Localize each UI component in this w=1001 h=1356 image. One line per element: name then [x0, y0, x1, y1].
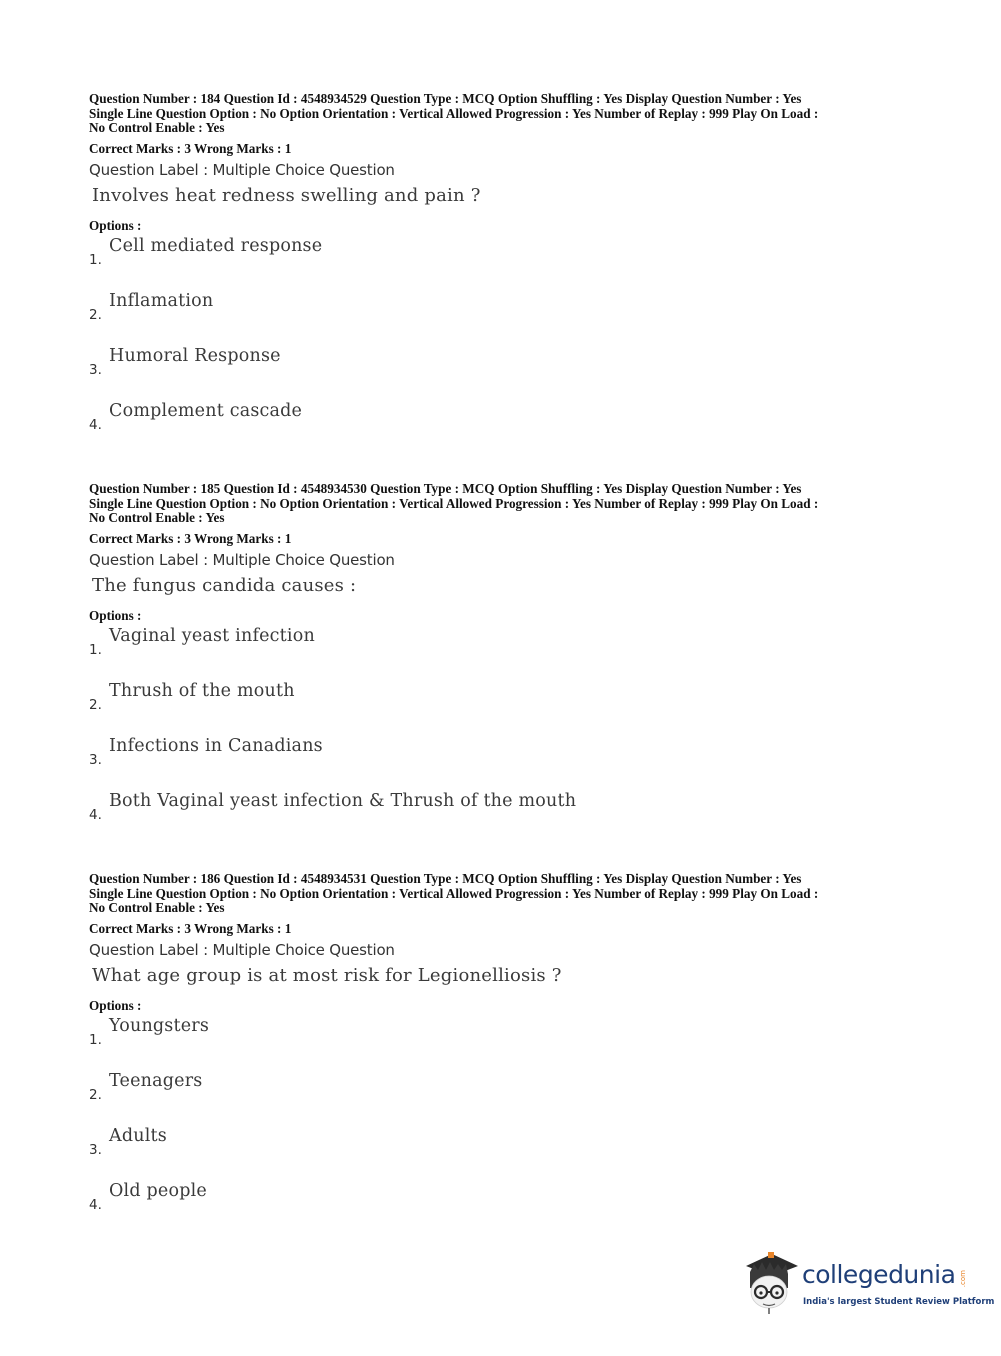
option-text: Both Vaginal yeast infection & Thrush of the mouth	[109, 790, 577, 811]
option-item	[89, 234, 919, 289]
option-number: 1.	[89, 641, 102, 658]
option-number: 1.	[89, 1031, 102, 1048]
option-number: 2.	[89, 696, 102, 713]
question-label: Question Label : Multiple Choice Question	[89, 550, 395, 569]
options-heading: Options :	[89, 607, 142, 623]
option-number: 3.	[89, 361, 102, 378]
option-text: Adults	[109, 1125, 167, 1146]
option-item	[89, 1124, 919, 1179]
option-text: Complement cascade	[109, 400, 303, 421]
question-meta	[89, 92, 919, 136]
question-meta	[89, 872, 919, 916]
question-text: The fungus candida causes :	[92, 574, 357, 596]
meta-line: No Control Enable : Yes	[89, 510, 225, 526]
option-text: Humoral Response	[109, 345, 281, 366]
option-text: Infections in Canadians	[109, 735, 323, 756]
question-text: Involves heat redness swelling and pain ?	[92, 184, 481, 206]
meta-line: Single Line Question Option : No Option Orientation : Vertical Allowed Progression : Yes Number of Replay : 999 Play On Load :	[89, 105, 819, 121]
option-item	[89, 1069, 919, 1124]
options-heading: Options :	[89, 997, 142, 1013]
option-item	[89, 1014, 919, 1069]
marks: Correct Marks : 3 Wrong Marks : 1	[89, 920, 292, 936]
option-text: Thrush of the mouth	[109, 680, 295, 701]
option-item	[89, 734, 919, 789]
option-text: Old people	[109, 1180, 207, 1201]
brand-tagline: India's largest Student Review Platform	[803, 1297, 995, 1307]
option-number: 3.	[89, 1141, 102, 1158]
options-list	[89, 624, 919, 844]
question-label: Question Label : Multiple Choice Question	[89, 940, 395, 959]
marks: Correct Marks : 3 Wrong Marks : 1	[89, 530, 292, 546]
meta-line: No Control Enable : Yes	[89, 120, 225, 136]
option-item	[89, 399, 919, 454]
collegedunia-logo[interactable]	[742, 1252, 995, 1312]
option-item	[89, 289, 919, 344]
meta-line: Single Line Question Option : No Option Orientation : Vertical Allowed Progression : Yes Number of Replay : 999 Play On Load :	[89, 885, 819, 901]
question-block	[89, 872, 919, 1234]
option-item	[89, 789, 919, 844]
option-number: 4.	[89, 416, 102, 433]
brand-suffix: .com	[959, 1270, 967, 1288]
meta-line: Question Number : 184 Question Id : 4548934529 Question Type : MCQ Option Shuffling : Yes Display Question Number : Yes	[89, 91, 802, 106]
option-item	[89, 679, 919, 734]
options-list	[89, 1014, 919, 1234]
question-block	[89, 92, 919, 454]
option-text: Vaginal yeast infection	[109, 625, 315, 646]
meta-line: Question Number : 186 Question Id : 4548934531 Question Type : MCQ Option Shuffling : Yes Display Question Number : Yes	[89, 871, 802, 886]
brand-name: collegedunia	[802, 1260, 956, 1289]
options-list	[89, 234, 919, 454]
marks: Correct Marks : 3 Wrong Marks : 1	[89, 140, 292, 156]
option-text: Teenagers	[109, 1070, 203, 1091]
option-item	[89, 1179, 919, 1234]
meta-line: Question Number : 185 Question Id : 4548934530 Question Type : MCQ Option Shuffling : Yes Display Question Number : Yes	[89, 481, 802, 496]
option-text: Inflamation	[109, 290, 214, 311]
question-label: Question Label : Multiple Choice Question	[89, 160, 395, 179]
options-heading: Options :	[89, 217, 142, 233]
option-number: 4.	[89, 1196, 102, 1213]
option-item	[89, 624, 919, 679]
option-number: 3.	[89, 751, 102, 768]
option-item	[89, 344, 919, 399]
option-text: Youngsters	[109, 1015, 210, 1036]
option-number: 2.	[89, 1086, 102, 1103]
question-meta	[89, 482, 919, 526]
meta-line: No Control Enable : Yes	[89, 900, 225, 916]
question-text: What age group is at most risk for Legionelliosis ?	[92, 964, 562, 986]
question-block	[89, 482, 919, 844]
option-number: 2.	[89, 306, 102, 323]
option-number: 1.	[89, 251, 102, 268]
option-text: Cell mediated response	[109, 235, 323, 256]
mascot-icon	[742, 1252, 798, 1314]
meta-line: Single Line Question Option : No Option Orientation : Vertical Allowed Progression : Yes Number of Replay : 999 Play On Load :	[89, 495, 819, 511]
option-number: 4.	[89, 806, 102, 823]
